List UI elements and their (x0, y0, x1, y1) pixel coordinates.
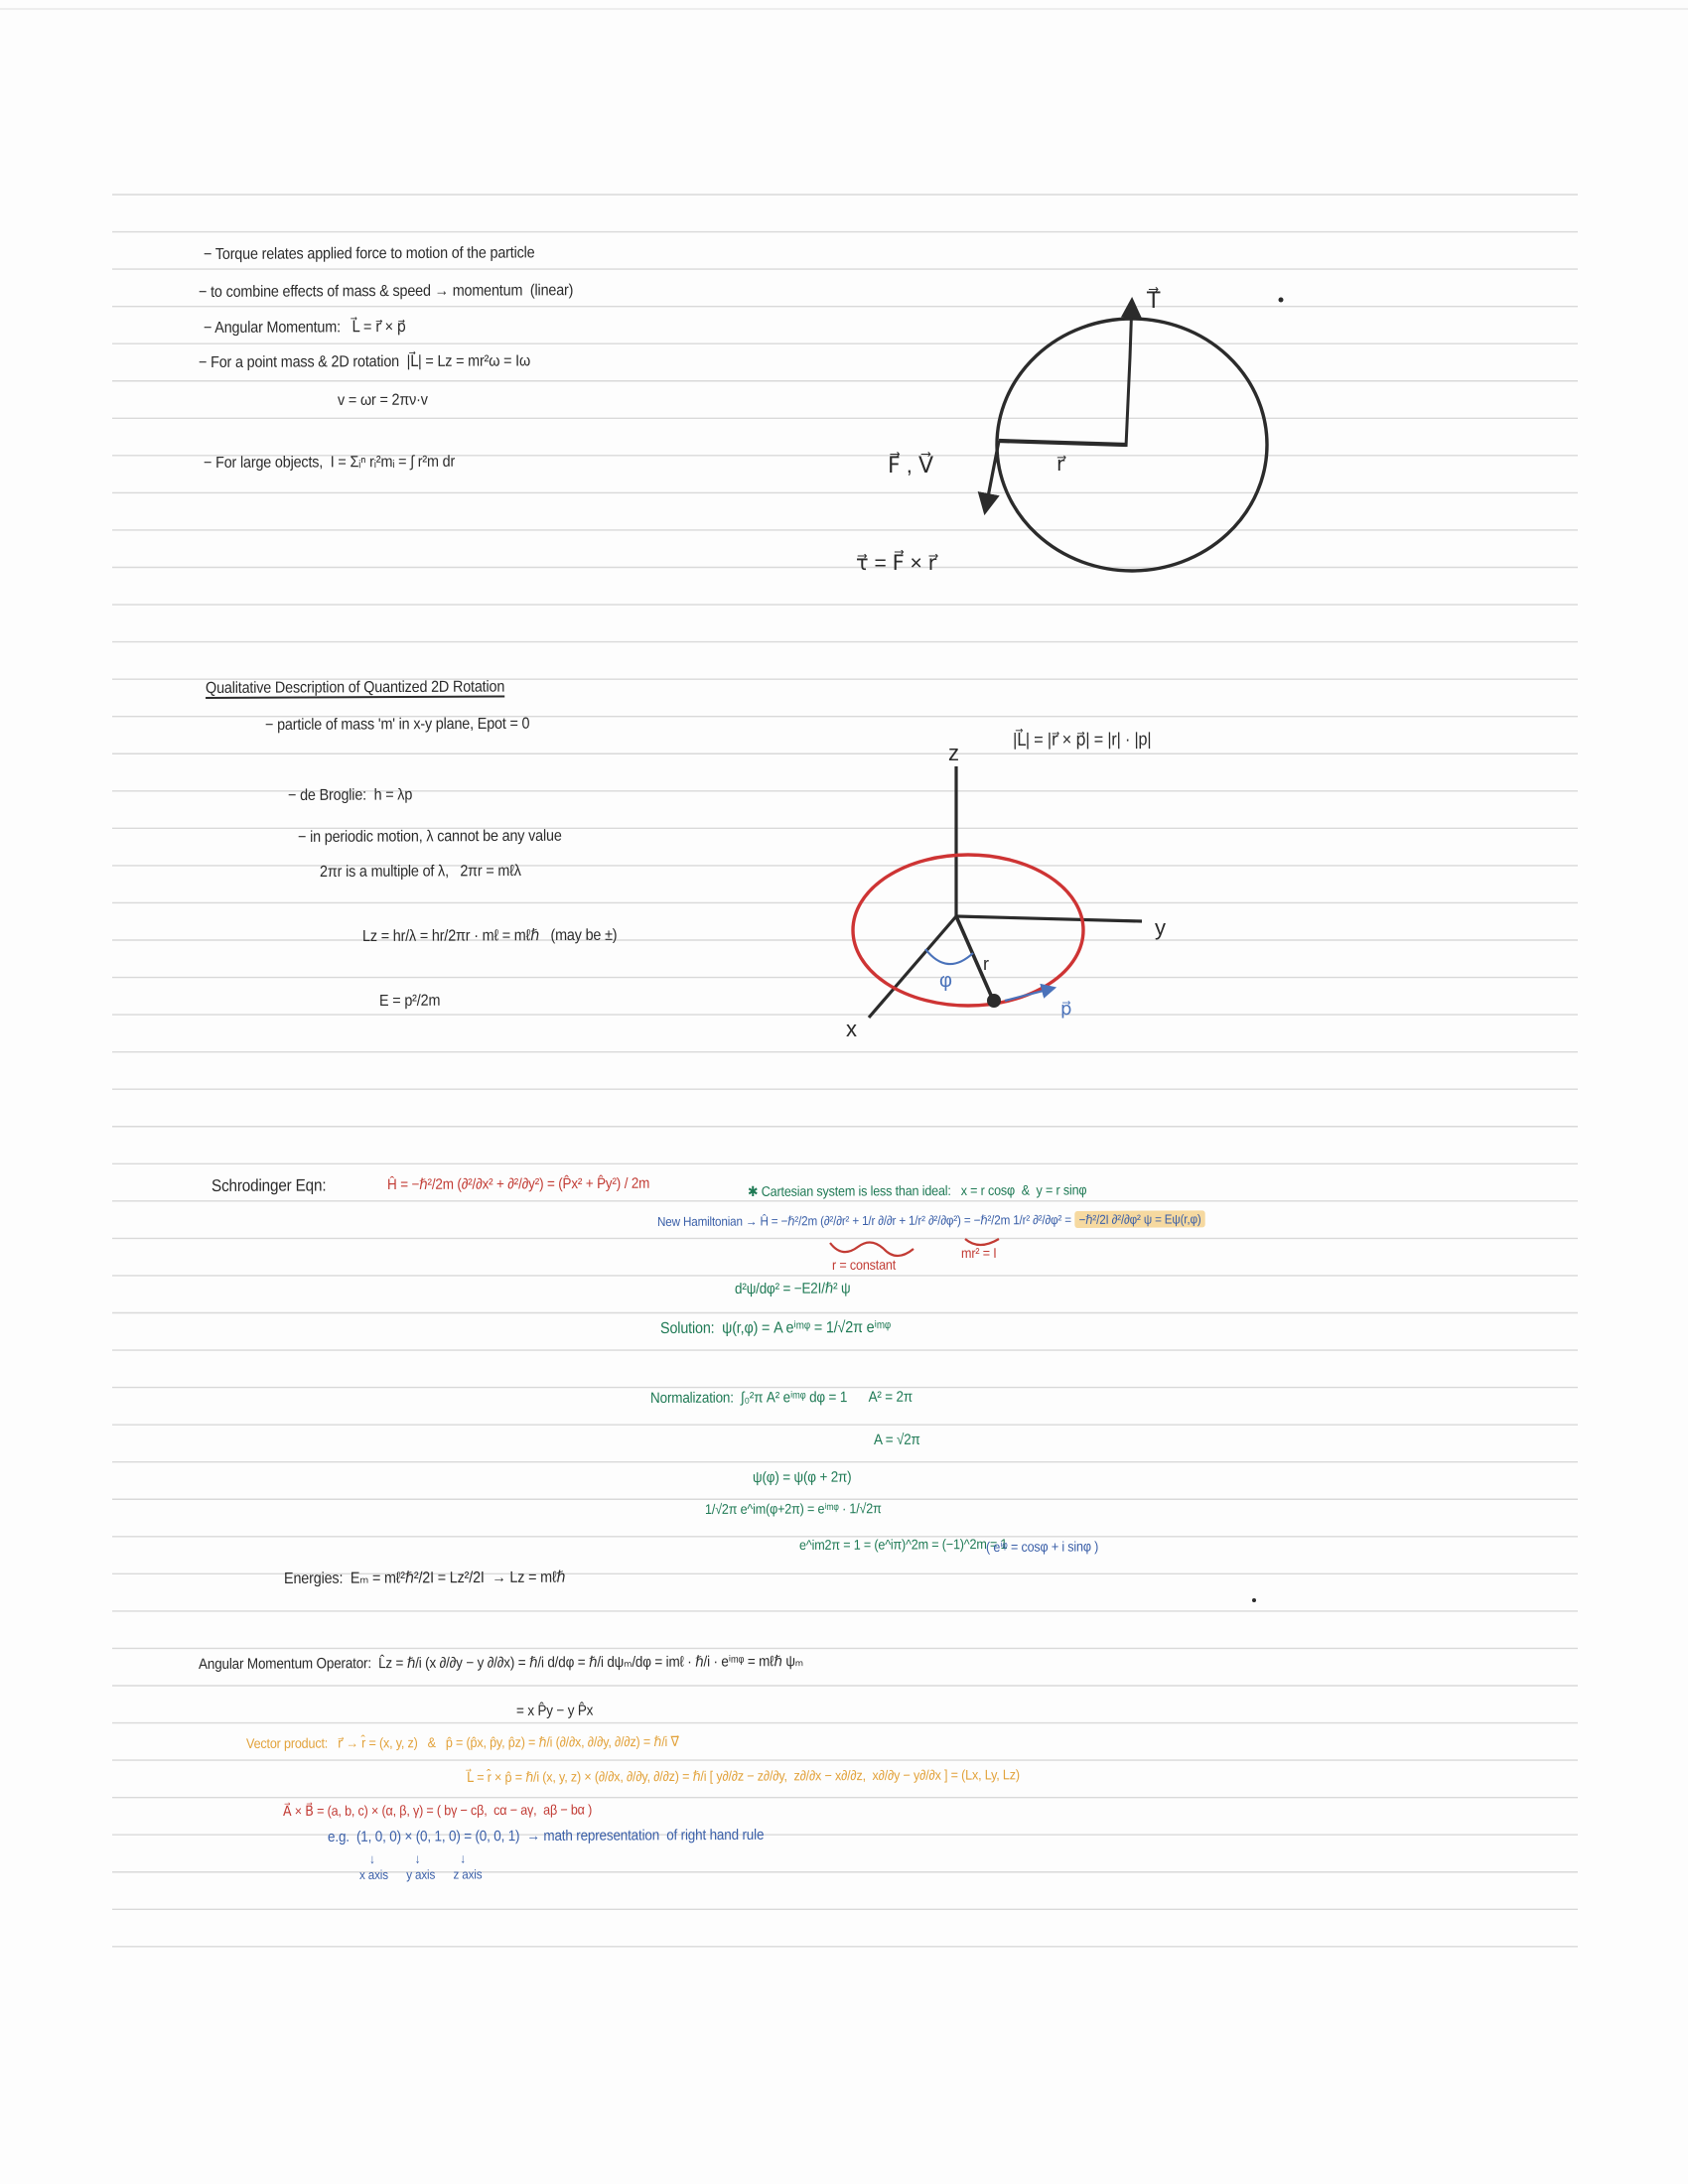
note-line-operator: e.g. (1, 0, 0) × (0, 1, 0) = (0, 0, 1) → math representation of right hand rule (328, 1826, 765, 1845)
note-line-schrodinger: r = constant (832, 1256, 897, 1273)
note-line-quantized_notes: Lz = hr/λ = hr/2πr · mℓ = mℓℏ (may be ±) (362, 926, 618, 945)
note-line-schrodinger: ( eⁱᵠ = cosφ + i sinφ ) (986, 1538, 1099, 1555)
note-line-operator: Vector product: r⃗ → r̂ = (x, y, z) & p̂ = (p̂x, p̂y, p̂z) = ℏ/i (∂/∂x, ∂/∂y, ∂/∂z) = ℏ/i ∇⃗ (246, 1732, 679, 1751)
note-line-schrodinger: Energies: Eₘ = mℓ²ℏ²/2I = Lz²/2I → Lz = mℓℏ (284, 1569, 566, 1587)
note-line-operator: = x P̂y − y P̂x (516, 1702, 594, 1719)
x-axis-label: x (846, 1017, 857, 1041)
note-line-schrodinger: d²ψ/dφ² = −E2I/ℏ² ψ (735, 1280, 851, 1297)
note-line-torque_notes: − Torque relates applied force to motion of the particle (204, 244, 535, 263)
note-line-quantized_notes: − in periodic motion, λ cannot be any value (298, 827, 562, 846)
note-line-operator: x axis y axis z axis (358, 1866, 483, 1882)
note-line-quantized_notes: 2πr is a multiple of λ, 2πr = mℓλ (320, 863, 521, 881)
moment-of-inertia-underbrace (965, 1239, 999, 1245)
note-line-quantized_notes: − de Broglie: h = λp (288, 786, 413, 804)
note-line-schrodinger: Schrodinger Eqn: (211, 1175, 327, 1195)
r-constant-squiggle (830, 1242, 914, 1256)
note-line-torque_notes: − Angular Momentum: L⃗ = r⃗ × p⃗ (204, 319, 406, 337)
note-line-quantized_notes: Qualitative Description of Quantized 2D Rotation (206, 678, 505, 697)
note-line-torque_notes: − to combine effects of mass & speed → momentum (linear) (199, 282, 574, 301)
radius-label: r⃗ (1056, 454, 1065, 476)
radius-label: r (983, 954, 989, 974)
note-line-quantized_notes: − particle of mass 'm' in x-y plane, Epot = 0 (265, 715, 530, 734)
note-line-schrodinger: e^im2π = 1 = (e^iπ)^2m = (−1)^2m = 1 (799, 1535, 1008, 1553)
highlighted-equation: −ℏ²/2I ∂²/∂φ² ψ = Eψ(r,φ) (1074, 1210, 1205, 1228)
note-line-schrodinger: Solution: ψ(r,φ) = A eⁱᵐᵠ = 1/√2π eⁱᵐᵠ (660, 1318, 892, 1337)
y-axis-label: y (1155, 915, 1166, 940)
momentum-label: p⃗ (1060, 999, 1072, 1019)
note-line-schrodinger: ✱ Cartesian system is less than ideal: x = r cosφ & y = r sinφ (748, 1181, 1087, 1199)
note-line-torque_notes: v = ωr = 2πν·v (338, 391, 428, 409)
note-line-schrodinger: Normalization: ∫₀²π A² eⁱᵐᵠ dφ = 1 A² = 2π (650, 1388, 914, 1407)
note-line-operator: L⃗ = r̂ × p̂ = ℏ/i (x, y, z) × (∂/∂x, ∂/∂y, ∂/∂z) = ℏ/i [ y∂/∂z − z∂/∂y, z∂/∂x − x∂/∂z, x∂/∂y − y∂/∂x ] = (Lx, Ly, Lz) (467, 1766, 1020, 1785)
note-line-operator: Angular Momentum Operator: L̂z = ℏ/i (x ∂/∂y − y ∂/∂x) = ℏ/i d/dφ = ℏ/i dψₘ/dφ = imℓ · ℏ/i · eⁱᵐᵠ = mℓℏ ψₘ (199, 1653, 804, 1673)
note-line-quantized_notes: |L⃗| = |r⃗ × p⃗| = |r| · |p| (1013, 729, 1152, 750)
note-line-torque_notes: − For a point mass & 2D rotation |L⃗| = Lz = mr²ω = Iω (199, 352, 531, 371)
note-line-schrodinger: Ĥ = −ℏ²/2m (∂²/∂x² + ∂²/∂y²) = (P̂x² + P̂y²) / 2m (387, 1174, 650, 1193)
z-axis-label: z (948, 741, 959, 765)
note-line-operator: A⃗ × B⃗ = (a, b, c) × (α, β, γ) = ( bγ − cβ, cα − aγ, aβ − bα ) (283, 1801, 593, 1819)
note-line-schrodinger: ψ(φ) = ψ(φ + 2π) (753, 1468, 852, 1486)
note-line-schrodinger: mr² = I (961, 1244, 997, 1261)
note-line-quantized_notes: E = p²/2m (379, 992, 441, 1010)
note-line-schrodinger: A = √2π (874, 1431, 920, 1448)
equation-text: New Hamiltonian → Ĥ = −ℏ²/2m (∂²/∂r² + 1/r ∂/∂r + 1/r² ∂²/∂φ²) = −ℏ²/2m 1/r² ∂²/∂φ² = (656, 1211, 1075, 1229)
torque-label: T⃗ (1147, 288, 1161, 313)
torque-equation-caption: τ⃗ = F⃗ × r⃗ (856, 552, 937, 575)
phi-angle-label: φ (939, 970, 952, 992)
note-line-schrodinger: 1/√2π e^im(φ+2π) = eⁱᵐᵠ · 1/√2π (705, 1500, 882, 1517)
force-velocity-label: F⃗ , V⃗ (888, 453, 934, 478)
ink-dot (1252, 1598, 1256, 1602)
note-line-torque_notes: − For large objects, I = Σᵢⁿ rᵢ²mᵢ = ∫ r²m dr (204, 453, 456, 472)
note-line-operator: ↓ ↓ ↓ (368, 1850, 466, 1866)
